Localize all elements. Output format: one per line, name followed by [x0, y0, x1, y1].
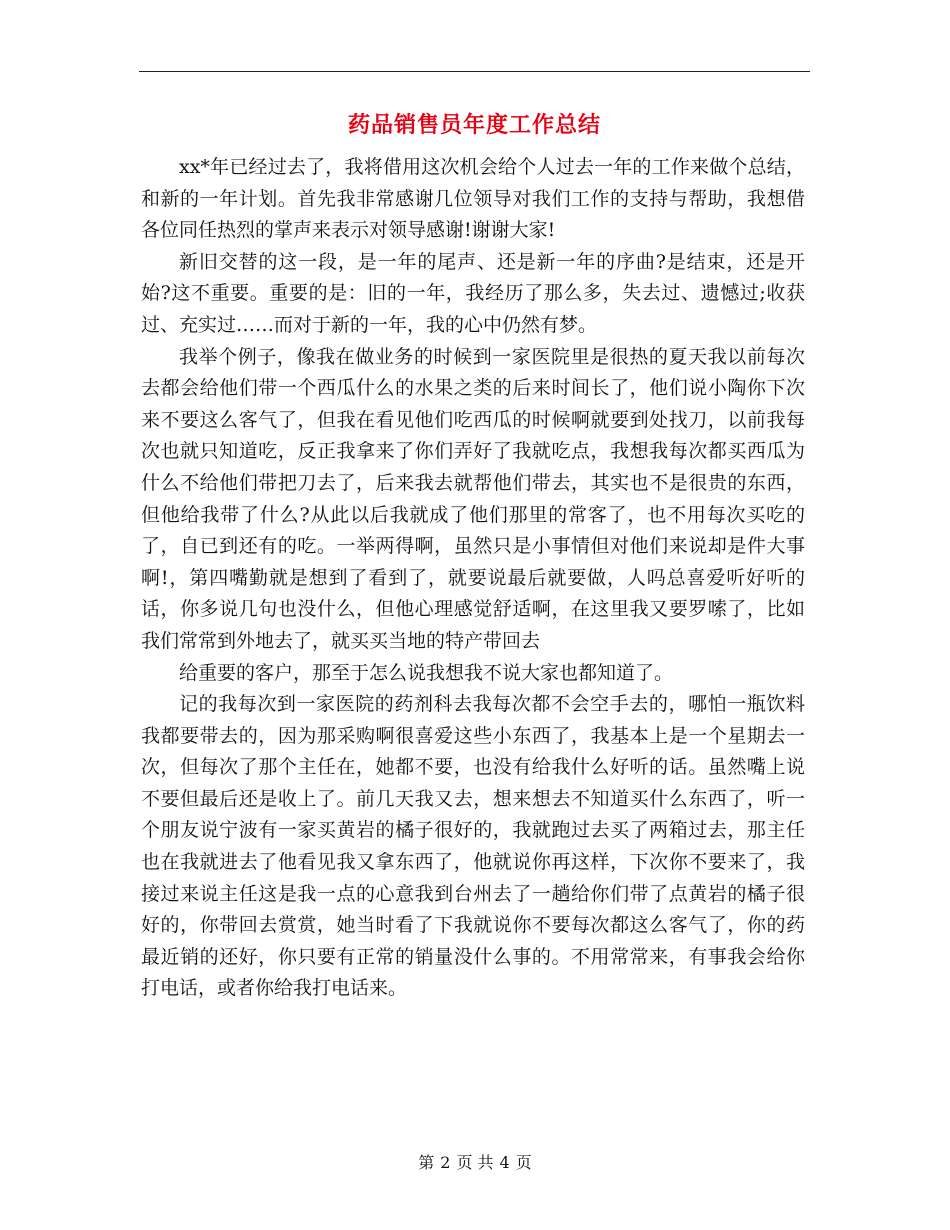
paragraph-5: 记的我每次到一家医院的药剂科去我每次都不会空手去的，哪怕一瓶饮料我都要带去的，因为那采购啊很喜爱这些小东西了，我基本上是一个星期去一次，但每次了那个主任在，她都不要，也没有给我什么好听的话。虽然嘴上说不要但最后还是收上了。前几天我又去，想来想去不知道买什么东西了，听一个朋友说宁波有一家买黄岩的橘子很好的，我就跑过去买了两箱过去，那主任也在我就进去了他看见我又拿东西了，他就说你再这样，下次你不要来了，我接过来说主任这是我一点的心意我到台州去了一趟给你们带了点黄岩的橘子很好的，你带回去赏赏，她当时看了下我就说你不要每次都这么客气了，你的药最近销的还好，你只要有正常的销量没什么事的。不用常常来，有事我会给你打电话，或者你给我打电话来。: [141, 693, 805, 1000]
page-footer: [0, 1151, 950, 1175]
document-title: 药品销售员年度工作总结: [347, 113, 601, 138]
paragraph-2: 新旧交替的这一段，是一年的尾声、还是新一年的序曲?是结束，还是开始?这不重要。重要的是：旧的一年，我经历了那么多，失去过、遗憾过;收获过、充实过……而对于新的一年，我的心中仍然有梦。: [141, 250, 805, 336]
paragraph-3: 我举个例子，像我在做业务的时候到一家医院里是很热的夏天我以前每次去都会给他们带一个西瓜什么的水果之类的后来时间长了，他们说小陶你下次来不要这么客气了，但我在看见他们吃西瓜的时候啊就要到处找刀，以前我每次也就只知道吃，反正我拿来了你们弄好了我就吃点，我想我每次都买西瓜为什么不给他们带把刀去了，后来我去就帮他们带去，其实也不是很贵的东西，但他给我带了什么?从此以后我就成了他们那里的常客了，也不用每次买吃的了，自已到还有的吃。一举两得啊，虽然只是小事情但对他们来说却是件大事啊!，第四嘴勤就是想到了看到了，就要说最后就要做，人吗总喜爱听好听的话，你多说几句也没什么，但他心理感觉舒适啊，在这里我又要罗嗦了，比如我们常常到外地去了，就买买当地的特产带回去: [141, 345, 805, 652]
header-rule: [139, 71, 810, 72]
paragraph-4: 给重要的客户，那至于怎么说我想我不说大家也都知道了。: [179, 661, 674, 684]
document-body: [141, 152, 805, 1005]
footer-middle: 页 共: [456, 1153, 494, 1172]
paragraph-1: xx*年已经过去了，我将借用这次机会给个人过去一年的工作来做个总结，和新的一年计划。首先我非常感谢几位领导对我们工作的支持与帮助，我想借各位同任热烈的掌声来表示对领导感谢!谢谢大家!: [141, 156, 805, 242]
footer-total-pages: 4: [499, 1153, 510, 1172]
footer-suffix: 页: [515, 1153, 532, 1172]
footer-current-page: 2: [440, 1153, 451, 1172]
footer-prefix: 第: [418, 1153, 435, 1172]
